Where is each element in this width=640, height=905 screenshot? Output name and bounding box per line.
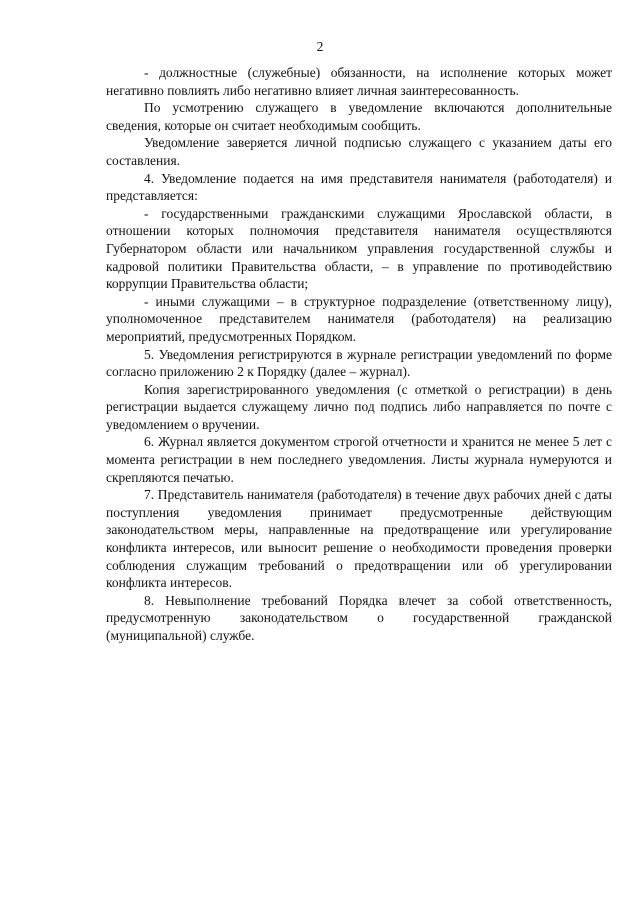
paragraph-item-8: 8. Невыполнение требований Порядка влечет за собой ответственность, предусмотренную законодательством о государственной гражданской (муниципальной) службе.	[106, 592, 612, 643]
paragraph-item-7: 7. Представитель нанимателя (работодателя) в течение двух рабочих дней с даты поступления уведомления принимает предусмотренные действующим законодательством меры, направленные на предотвращение или урегулирование конфликта интересов, или выносит решение о необходимости проведения проверки соблюдения служащим требований о предотвращении или об урегулировании конфликта интересов.	[106, 487, 612, 591]
paragraph-duties: - должностные (служебные) обязанности, на исполнение которых может негативно повлиять либо негативно влияет личная заинтересованность.	[106, 65, 612, 98]
paragraph-copy: Копия зарегистрированного уведомления (с отметкой о регистрации) в день регистрации выдается служащему лично под подпись либо направляется по почте с уведомлением о вручении.	[106, 381, 612, 432]
paragraph-additional-info: По усмотрению служащего в уведомление включаются дополнительные сведения, которые он считает необходимым сообщить.	[106, 100, 612, 133]
document-body	[106, 64, 612, 645]
paragraph-item-6: 6. Журнал является документом строгой отчетности и хранится не менее 5 лет с момента регистрации в нем последнего уведомления. Листы журнала нумеруются и скрепляются печатью.	[106, 434, 612, 485]
paragraph-civil-servants: - государственными гражданскими служащими Ярославской области, в отношении которых полномочия представителя нанимателя осуществляются Губернатором области или начальником управления государственной службы и кадровой политики Правительства области, – в управление по противодействию коррупции Правительства области;	[106, 205, 612, 292]
paragraph-item-5: 5. Уведомления регистрируются в журнале регистрации уведомлений по форме согласно приложению 2 к Порядку (далее – журнал).	[106, 346, 612, 380]
page-number: 2	[316, 39, 324, 54]
paragraph-item-4: 4. Уведомление подается на имя представителя нанимателя (работодателя) и представляется:	[106, 170, 612, 204]
paragraph-signature: Уведомление заверяется личной подписью служащего с указанием даты его составления.	[106, 135, 612, 168]
paragraph-other-servants: - иными служащими – в структурное подразделение (ответственному лицу), уполномоченное представителем нанимателя (работодателя) на реализацию мероприятий, предусмотренных Порядком.	[106, 293, 612, 344]
